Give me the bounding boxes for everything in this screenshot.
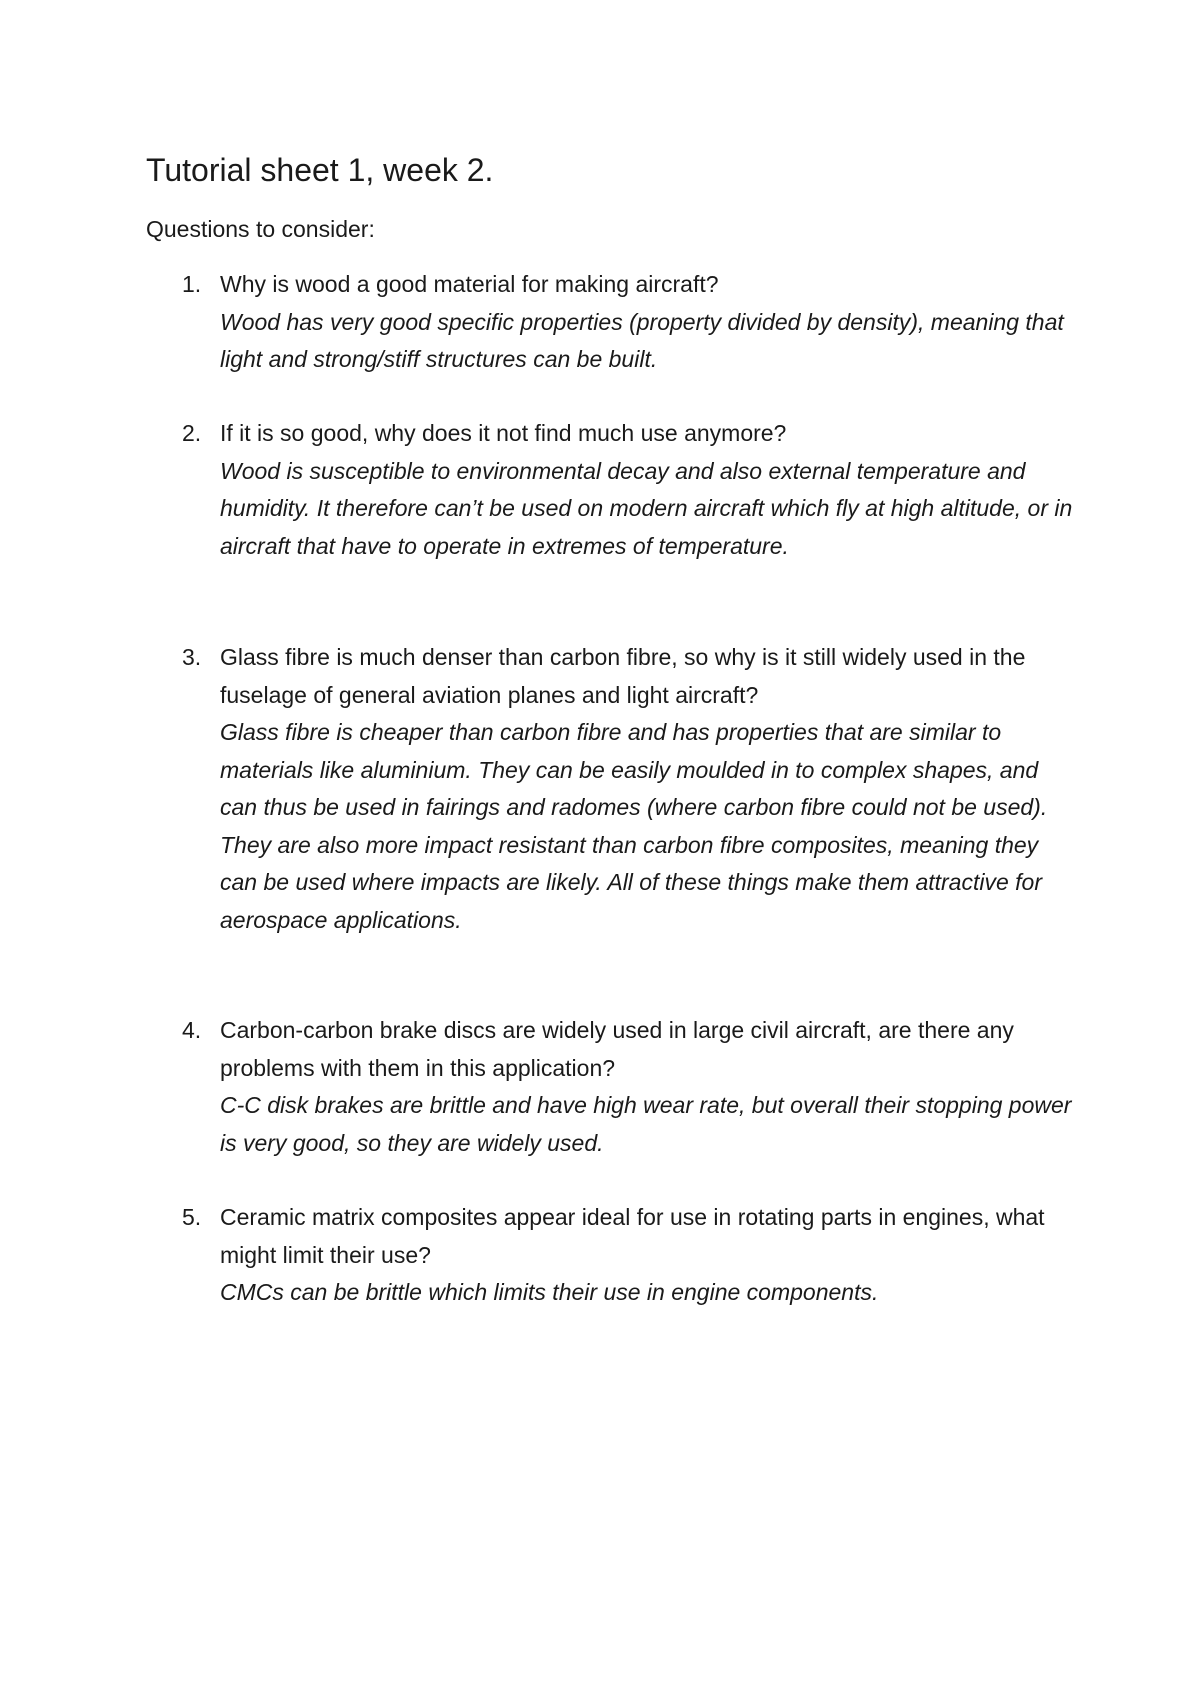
question-body (220, 266, 1080, 379)
question-number: 5. (182, 1204, 202, 1230)
question-number: 1. (182, 271, 202, 297)
answer-text: CMCs can be brittle which limits their use in engine components. (220, 1279, 879, 1305)
question-text: If it is so good, why does it not find much use anymore? (220, 420, 787, 446)
page-title: Tutorial sheet 1, week 2. (146, 152, 494, 188)
question-number: 3. (182, 644, 202, 670)
question-body (220, 415, 1080, 565)
answer-text: Wood is susceptible to environmental decay and also external temperature and humidity. It therefore can’t be used on modern aircraft which fly at high altitude, or in aircraft that have to operate in extremes of temperature. (220, 457, 1073, 559)
question-text: Carbon-carbon brake discs are widely used in large civil aircraft, are there any problems with them in this application? (220, 1017, 1014, 1081)
answer-text: Wood has very good specific properties (property divided by density), meaning that light and strong/stiff structures can be built. (220, 308, 1064, 372)
question-body (220, 639, 1080, 939)
question-body (220, 1012, 1080, 1162)
question-text: Glass fibre is much denser than carbon fibre, so why is it still widely used in the fuselage of general aviation planes and light aircraft? (220, 644, 1026, 708)
question-text: Ceramic matrix composites appear ideal for use in rotating parts in engines, what might limit their use? (220, 1204, 1045, 1268)
question-number: 2. (182, 420, 202, 446)
question-number: 4. (182, 1017, 202, 1043)
answer-text: Glass fibre is cheaper than carbon fibre and has properties that are similar to materials like aluminium. They can be easily moulded in to complex shapes, and can thus be used in fairings and radomes (where carbon fibre could not be used). They are also more impact resistant than carbon fibre composites, meaning they can be used where impacts are likely. All of these things make them attractive for aerospace applications. (220, 719, 1048, 933)
intro-text: Questions to consider: (146, 216, 375, 242)
question-body (220, 1199, 1080, 1312)
answer-text: C-C disk brakes are brittle and have high wear rate, but overall their stopping power is very good, so they are widely used. (220, 1092, 1072, 1156)
question-text: Why is wood a good material for making aircraft? (220, 271, 719, 297)
